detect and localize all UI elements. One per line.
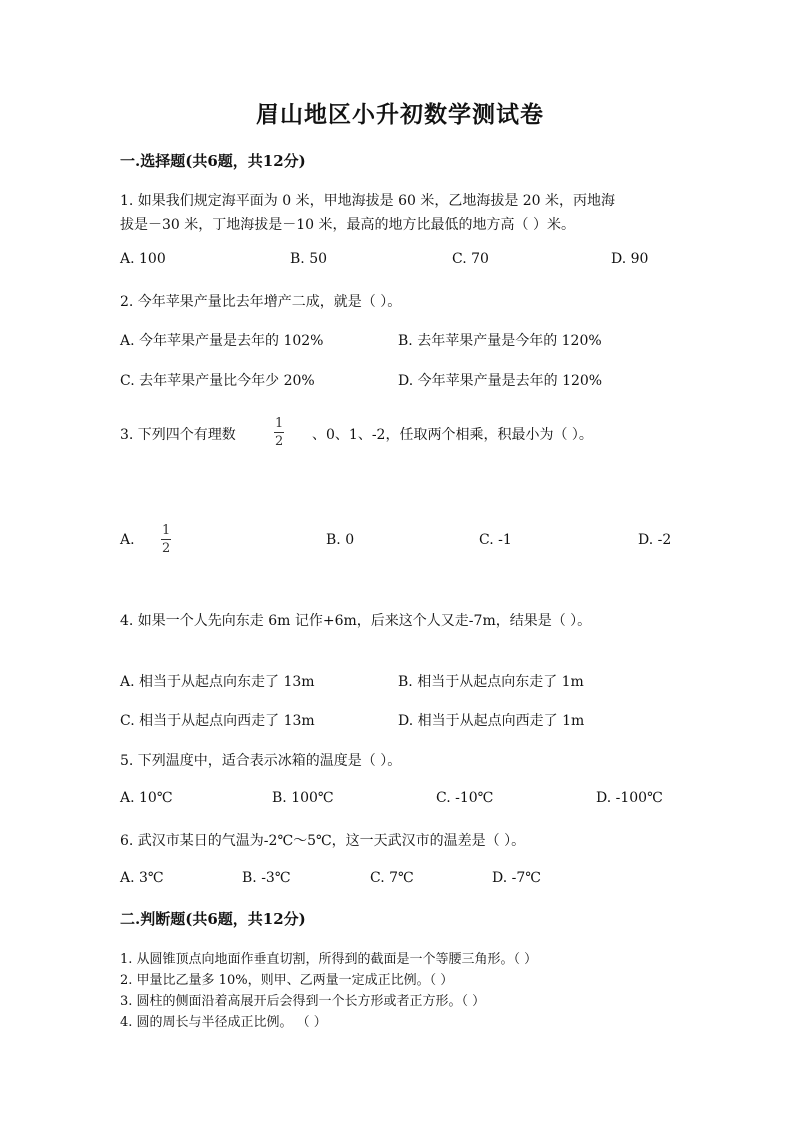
question-5-option-b: B. 100℃ bbox=[272, 790, 334, 806]
question-1-option-a: A. 100 bbox=[120, 251, 166, 267]
fraction-bar bbox=[274, 432, 284, 433]
question-3-text-after: 、0、1、-2，任取两个相乘，积最小为（ ）。 bbox=[312, 427, 593, 443]
question-1-option-c: C. 70 bbox=[452, 251, 489, 267]
question-1-option-b: B. 50 bbox=[290, 251, 328, 267]
section-heading-judgement: 二.判断题(共6题，共12分) bbox=[120, 910, 306, 928]
fraction-numerator: 1 bbox=[275, 416, 284, 431]
question-3-option-a-fraction bbox=[160, 524, 172, 555]
question-1-option-d: D. 90 bbox=[611, 251, 649, 267]
question-5-option-d: D. -100℃ bbox=[596, 790, 663, 806]
question-6-option-c: C. 7℃ bbox=[370, 870, 414, 886]
question-3-text-before: 3. 下列四个有理数 bbox=[120, 427, 236, 443]
page-title: 眉山地区小升初数学测试卷 bbox=[256, 101, 544, 128]
question-4-option-b: B. 相当于从起点向东走了 1m bbox=[398, 674, 584, 690]
fraction-numerator: 1 bbox=[162, 523, 171, 538]
question-2-option-d: D. 今年苹果产量是去年的 120% bbox=[398, 373, 603, 389]
judgement-item-1: 1. 从圆锥顶点向地面作垂直切割，所得到的截面是一个等腰三角形。（ ） bbox=[120, 952, 538, 967]
question-1-line-2: 拔是－30 米，丁地海拔是－10 米，最高的地方比最低的地方高（ ）米。 bbox=[120, 217, 575, 233]
question-2: 2. 今年苹果产量比去年增产二成，就是（ ）。 bbox=[120, 294, 402, 310]
question-4-option-a: A. 相当于从起点向东走了 13m bbox=[120, 674, 315, 690]
judgement-item-3: 3. 圆柱的侧面沿着高展开后会得到一个长方形或者正方形。（ ） bbox=[120, 994, 486, 1009]
judgement-item-4: 4. 圆的周长与半径成正比例。 （ ） bbox=[120, 1015, 327, 1030]
question-5-option-c: C. -10℃ bbox=[436, 790, 494, 806]
question-3-option-d: D. -2 bbox=[638, 532, 672, 548]
question-3-option-a-prefix: A. bbox=[120, 532, 135, 548]
question-5-option-a: A. 10℃ bbox=[120, 790, 173, 806]
question-6-option-a: A. 3℃ bbox=[120, 870, 164, 886]
question-2-option-b: B. 去年苹果产量是今年的 120% bbox=[398, 333, 602, 349]
question-6-option-d: D. -7℃ bbox=[492, 870, 541, 886]
question-3-option-c: C. -1 bbox=[479, 532, 512, 548]
fraction-denominator: 2 bbox=[162, 541, 171, 556]
section-heading-choice: 一.选择题(共6题，共12分) bbox=[120, 152, 306, 170]
fraction-bar bbox=[161, 539, 171, 540]
question-3-fraction bbox=[273, 417, 285, 448]
question-3-option-b: B. 0 bbox=[326, 532, 355, 548]
judgement-item-2: 2. 甲量比乙量多 10%，则甲、乙两量一定成正比例。（ ） bbox=[120, 973, 454, 988]
question-4-option-c: C. 相当于从起点向西走了 13m bbox=[120, 713, 315, 729]
question-4-option-d: D. 相当于从起点向西走了 1m bbox=[398, 713, 585, 729]
question-6: 6. 武汉市某日的气温为-2℃～5℃，这一天武汉市的温差是（ ）。 bbox=[120, 833, 526, 849]
fraction-denominator: 2 bbox=[275, 434, 284, 449]
question-2-option-c: C. 去年苹果产量比今年少 20% bbox=[120, 373, 315, 389]
question-1-line-1: 1. 如果我们规定海平面为 0 米，甲地海拔是 60 米，乙地海拔是 20 米，丙地海 bbox=[120, 193, 616, 209]
question-4: 4. 如果一个人先向东走 6m 记作+6m，后来这个人又走-7m，结果是（ ）。 bbox=[120, 613, 592, 629]
question-2-option-a: A. 今年苹果产量是去年的 102% bbox=[120, 333, 324, 349]
question-6-option-b: B. -3℃ bbox=[242, 870, 291, 886]
question-5: 5. 下列温度中，适合表示冰箱的温度是（ ）。 bbox=[120, 753, 402, 769]
